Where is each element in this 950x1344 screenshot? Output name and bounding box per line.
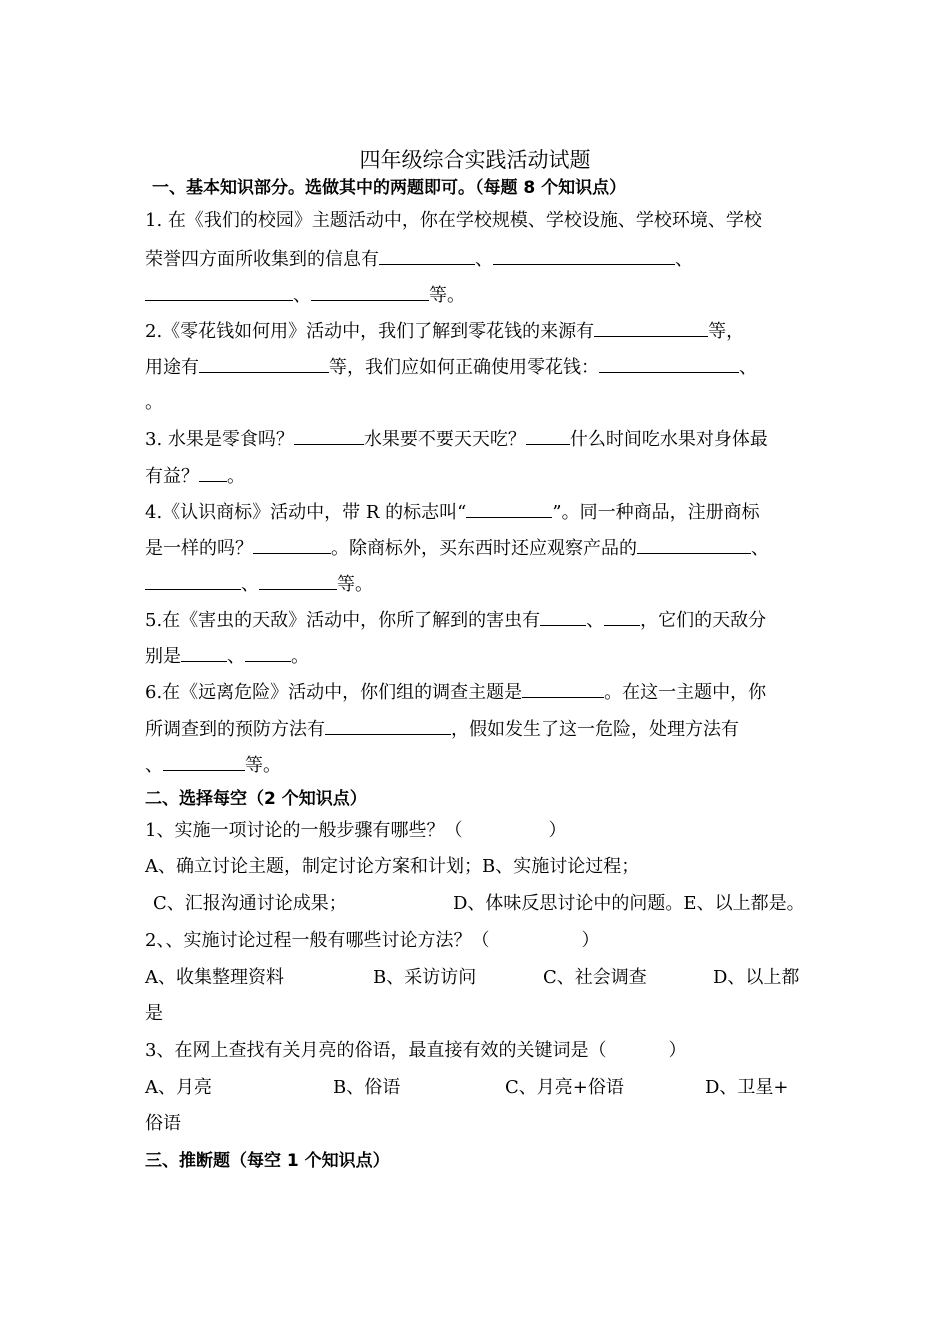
s2-q1-option-d: D、体味反思讨论中的问题。E、以上都是。 [453, 893, 805, 914]
q1-line1: 1. 在《我们的校园》主题活动中，你在学校规模、学校设施、学校环境、学校 [145, 210, 762, 231]
answer-blank[interactable] [325, 716, 451, 735]
q3-line1: 3. 水果是零食吗？ 水果要不要天天吃？ 什么时间吃水果对身体最 [145, 426, 768, 452]
answer-blank[interactable] [199, 354, 329, 373]
answer-blank[interactable] [526, 426, 570, 445]
s2-q2-option-c: C、社会调查 [543, 967, 647, 988]
answer-blank[interactable] [379, 246, 475, 265]
answer-blank[interactable] [253, 535, 331, 554]
section3-heading: 三、推断题（每空 1 个知识点） [145, 1151, 390, 1171]
answer-blank[interactable] [294, 426, 364, 445]
q1-line3: 、 等。 [145, 282, 465, 308]
q2-line3: 。 [145, 392, 163, 413]
page-title: 四年级综合实践活动试题 [359, 148, 591, 172]
s2-q2-stem: 2、、实施讨论过程一般有哪些讨论方法？（ ） [145, 930, 600, 951]
answer-blank[interactable] [145, 282, 293, 301]
q2-line2: 用途有 等，我们应如何正确使用零花钱： 、 [145, 354, 757, 380]
s2-q1-options-line1: A、确立讨论主题，制定讨论方案和计划；B、实施讨论过程； [145, 856, 640, 877]
answer-blank[interactable] [199, 463, 227, 482]
s2-q1-stem: 1、实施一项讨论的一般步骤有哪些？（ ） [145, 820, 567, 841]
q6-line2: 所调查到的预防方法有 ，假如发生了这一危险，处理方法有 [145, 716, 739, 742]
q6-line1: 6.在《远离危险》活动中，你们组的调查主题是 。在这一主题中，你 [145, 679, 766, 705]
s2-q3-option-d: D、卫星+ [705, 1077, 789, 1098]
section1-heading: 一、基本知识部分。选做其中的两题即可。（每题 8 个知识点） [152, 178, 627, 198]
answer-blank[interactable] [599, 354, 739, 373]
q4-line1: 4.《认识商标》活动中，带 R 的标志叫“ ”。同一种商品，注册商标 [145, 499, 760, 525]
q5-line2: 别是 、 。 [145, 643, 309, 669]
answer-blank[interactable] [522, 679, 604, 698]
q4-line3: 、 等。 [145, 571, 373, 597]
q2-line1: 2.《零花钱如何用》活动中，我们了解到零花钱的来源有 等， [145, 318, 744, 344]
s2-q3-option-d-cont: 俗语 [145, 1113, 181, 1134]
q3-line2: 有益？ 。 [145, 463, 245, 489]
s2-q3-option-b: B、俗语 [333, 1077, 401, 1098]
s2-q2-option-b: B、采访访问 [373, 967, 477, 988]
answer-blank[interactable] [637, 535, 751, 554]
answer-blank[interactable] [259, 571, 337, 590]
answer-blank[interactable] [145, 571, 241, 590]
q6-line3: 、 等。 [145, 752, 281, 778]
answer-blank[interactable] [493, 246, 675, 265]
s2-q3-stem: 3、在网上查找有关月亮的俗语，最直接有效的关键词是（ ） [145, 1040, 687, 1061]
answer-blank[interactable] [604, 607, 640, 626]
s2-q1-option-c: C、汇报沟通讨论成果； [153, 893, 347, 914]
q4-line2: 是一样的吗？ 。除商标外，买东西时还应观察产品的 、 [145, 535, 769, 561]
answer-blank[interactable] [311, 282, 429, 301]
answer-blank[interactable] [163, 752, 245, 771]
s2-q2-option-d-cont: 是 [145, 1003, 163, 1024]
q1-line2: 荣誉四方面所收集到的信息有 、 、 [145, 246, 693, 272]
s2-q2-option-a: A、收集整理资料 [145, 967, 284, 988]
section2-heading: 二、选择每空（2 个知识点） [145, 789, 367, 809]
s2-q2-option-d: D、以上都 [713, 967, 800, 988]
answer-blank[interactable] [540, 607, 586, 626]
answer-blank[interactable] [594, 318, 708, 337]
answer-blank[interactable] [466, 499, 552, 518]
s2-q3-option-c: C、月亮+俗语 [505, 1077, 624, 1098]
q5-line1: 5.在《害虫的天敌》活动中，你所了解到的害虫有 、 ，它们的天敌分 [145, 607, 766, 633]
s2-q3-option-a: A、月亮 [145, 1077, 212, 1098]
answer-blank[interactable] [181, 643, 227, 662]
answer-blank[interactable] [245, 643, 291, 662]
